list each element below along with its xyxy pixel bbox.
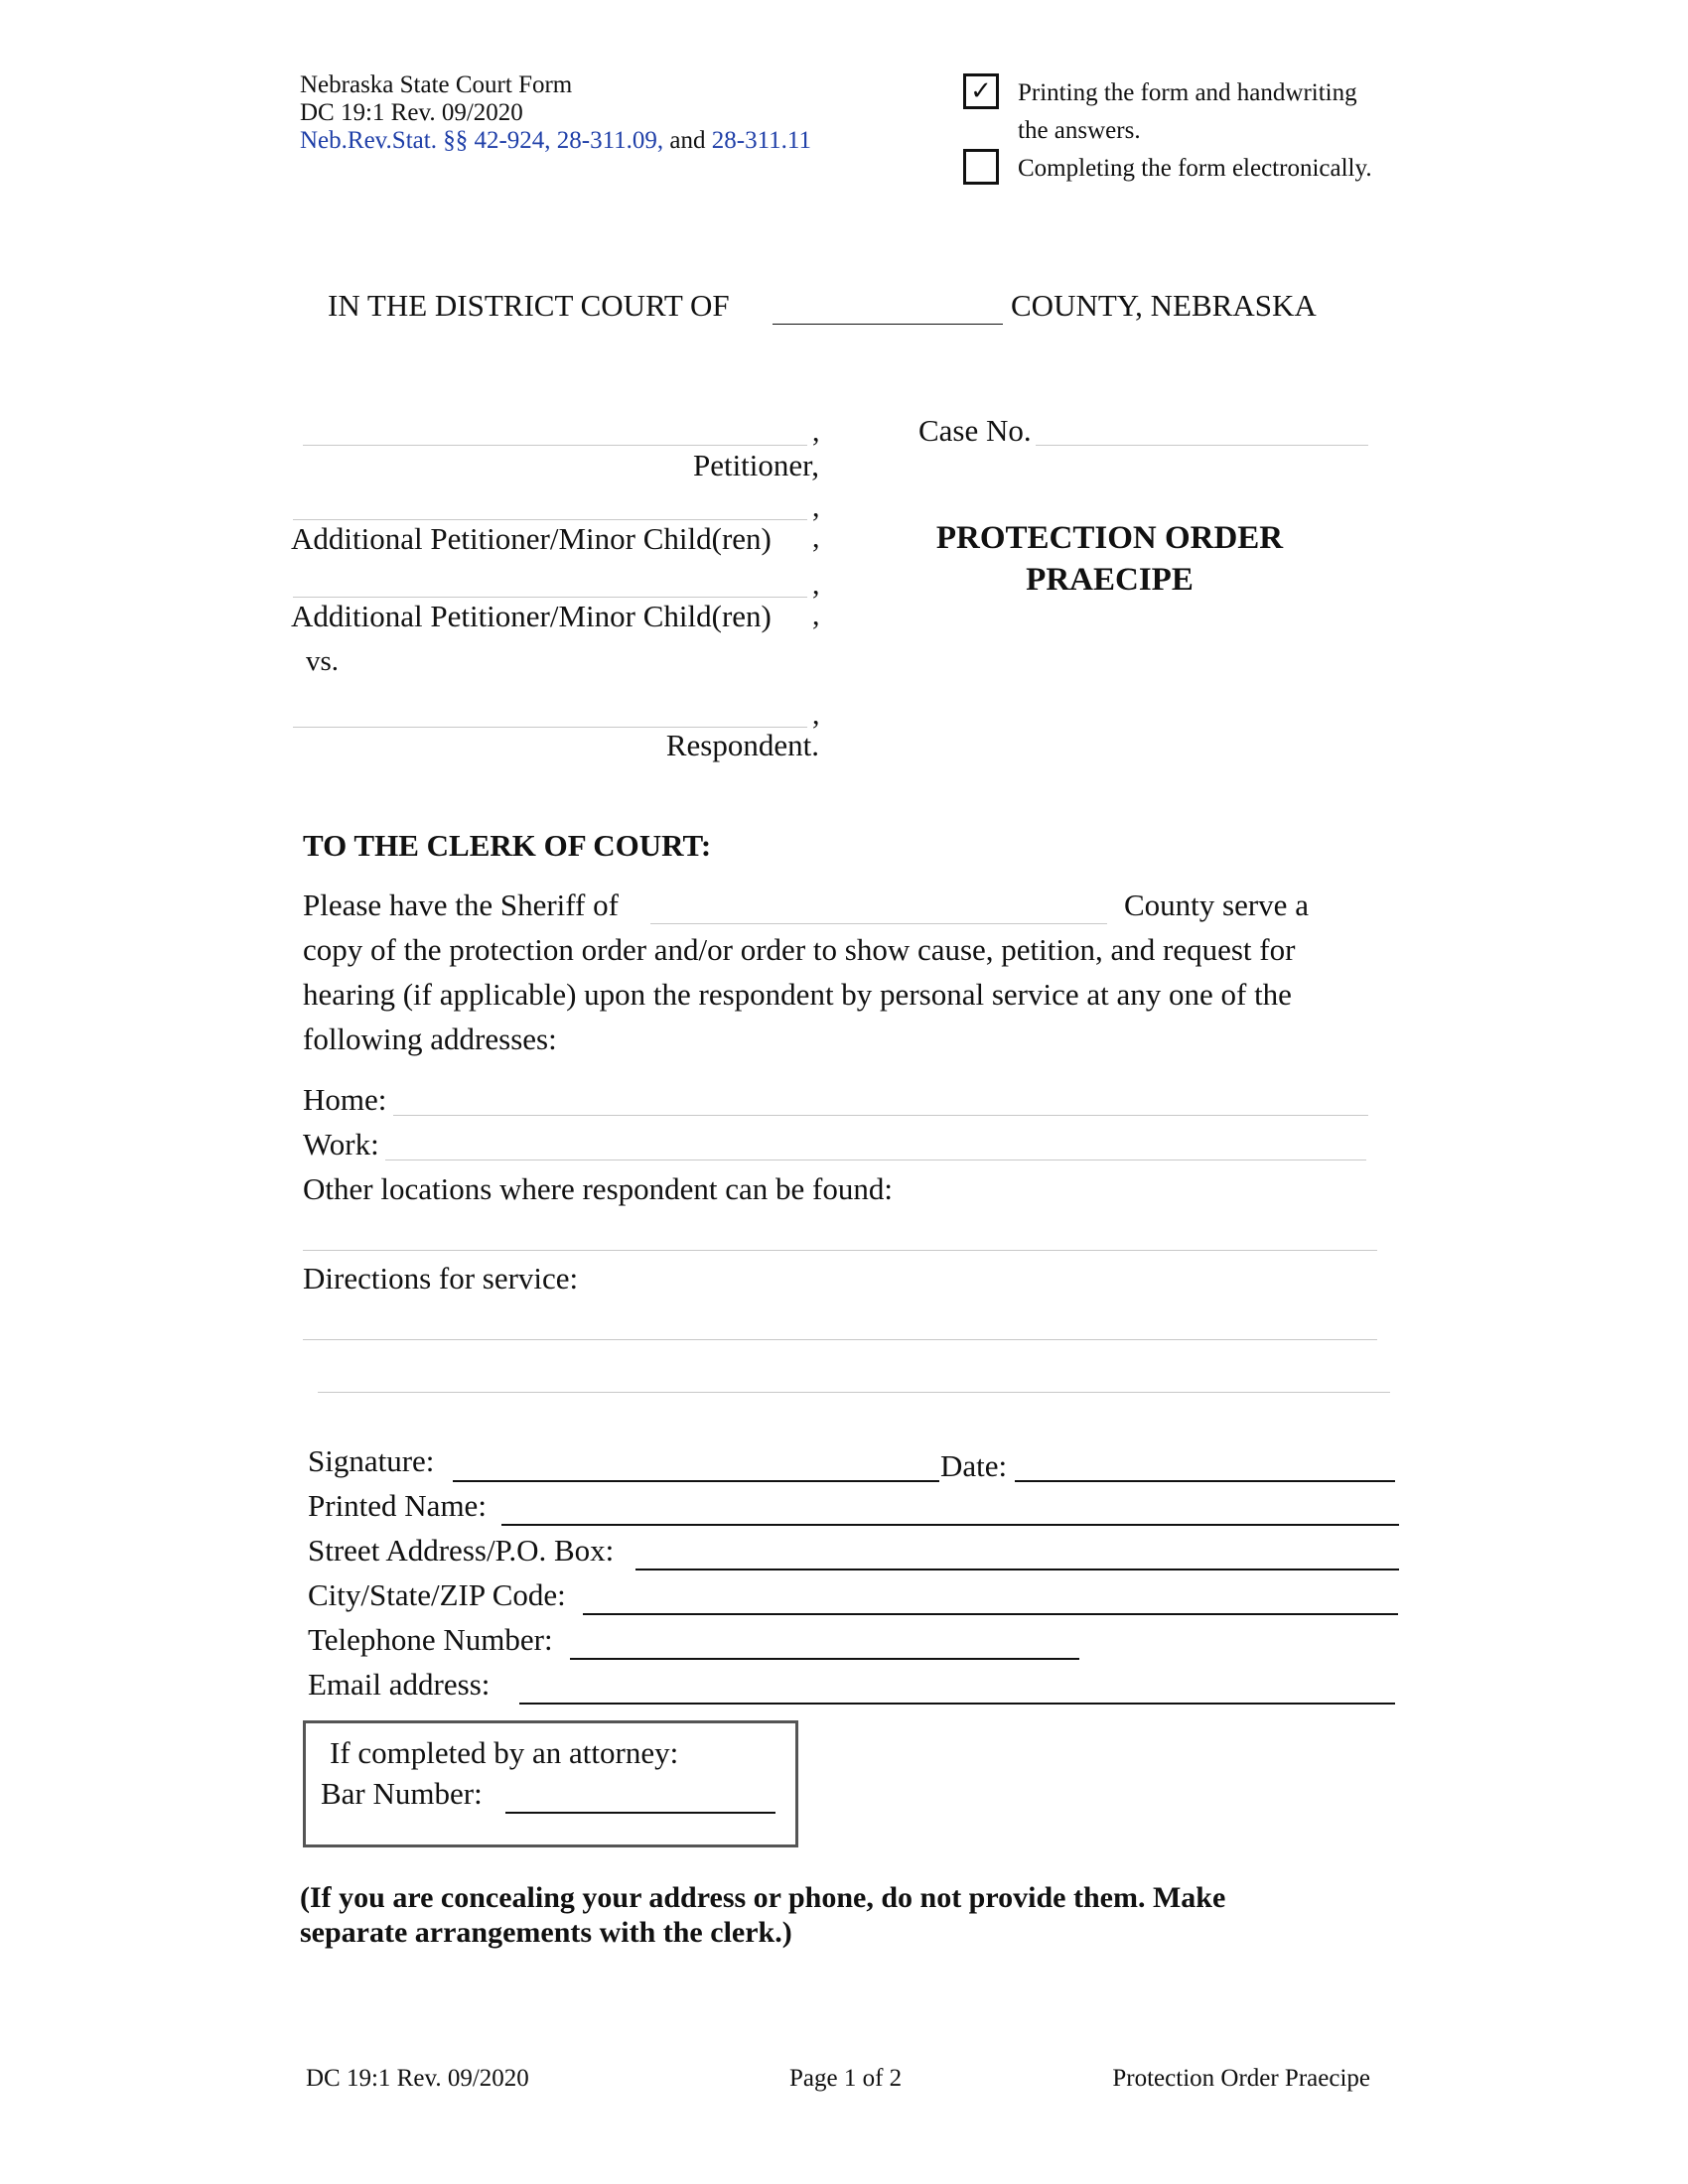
additional-petitioner-1-line[interactable] bbox=[293, 519, 807, 520]
signature-line[interactable] bbox=[453, 1480, 939, 1482]
additional-1-comma: , bbox=[812, 521, 820, 554]
case-number-line[interactable] bbox=[1036, 445, 1368, 446]
instruction-line-2: copy of the protection order and/or order to show cause, petition, and request for bbox=[303, 932, 1296, 967]
street-address-line[interactable] bbox=[635, 1569, 1399, 1570]
versus-label: vs. bbox=[306, 645, 340, 677]
work-label: Work: bbox=[303, 1127, 379, 1161]
additional-1-comma-top: , bbox=[812, 490, 820, 523]
bar-number-label: Bar Number: bbox=[321, 1776, 483, 1811]
checkbox-print-handwrite[interactable]: ✓ bbox=[963, 73, 999, 109]
bar-number-line[interactable] bbox=[505, 1812, 775, 1814]
other-locations-line[interactable] bbox=[303, 1250, 1377, 1251]
form-revision: DC 19:1 Rev. 09/2020 bbox=[300, 99, 523, 126]
additional-petitioner-2-label: Additional Petitioner/Minor Child(ren) bbox=[291, 599, 772, 633]
option-print-label-line2: the answers. bbox=[1018, 117, 1141, 144]
additional-petitioner-1-label: Additional Petitioner/Minor Child(ren) bbox=[291, 521, 772, 556]
date-label: Date: bbox=[940, 1448, 1008, 1483]
document-title-line2: PRAECIPE bbox=[1026, 562, 1194, 598]
sheriff-county-line[interactable] bbox=[650, 923, 1107, 924]
footer-form-title: Protection Order Praecipe bbox=[1112, 2065, 1370, 2092]
additional-2-comma-top: , bbox=[812, 568, 820, 601]
option-print-label-line1: Printing the form and handwriting bbox=[1018, 79, 1357, 106]
instruction-line-3: hearing (if applicable) upon the respondent by personal service at any one of the bbox=[303, 977, 1292, 1012]
court-prefix: IN THE DISTRICT COURT OF bbox=[328, 288, 730, 323]
city-state-zip-label: City/State/ZIP Code: bbox=[308, 1577, 566, 1612]
street-address-label: Street Address/P.O. Box: bbox=[308, 1533, 615, 1568]
home-address-line[interactable] bbox=[393, 1115, 1368, 1116]
email-label: Email address: bbox=[308, 1667, 491, 1702]
petitioner-name-line[interactable] bbox=[303, 445, 807, 446]
printed-name-label: Printed Name: bbox=[308, 1488, 487, 1523]
statute-link-last[interactable]: 28-311.11 bbox=[711, 127, 812, 154]
sheriff-suffix: County serve a bbox=[1124, 887, 1309, 922]
form-name: Nebraska State Court Form bbox=[300, 71, 573, 98]
directions-line-1[interactable] bbox=[303, 1339, 1377, 1340]
additional-2-comma: , bbox=[812, 599, 820, 631]
respondent-label: Respondent. bbox=[665, 728, 819, 762]
petitioner-label: Petitioner, bbox=[692, 448, 819, 482]
sheriff-prefix: Please have the Sheriff of bbox=[303, 887, 619, 922]
instruction-line-4: following addresses: bbox=[303, 1022, 557, 1056]
clerk-heading: TO THE CLERK OF COURT: bbox=[303, 828, 712, 863]
concealment-notice-line2: separate arrangements with the clerk.) bbox=[300, 1916, 792, 1949]
attorney-line1: If completed by an attorney: bbox=[330, 1735, 679, 1770]
checkbox-electronic[interactable] bbox=[963, 149, 999, 185]
signature-label: Signature: bbox=[308, 1443, 435, 1478]
telephone-label: Telephone Number: bbox=[308, 1622, 553, 1657]
statute-link[interactable]: Neb.Rev.Stat. §§ 42-924, 28-311.09, bbox=[300, 127, 664, 154]
footer-revision: DC 19:1 Rev. 09/2020 bbox=[306, 2065, 529, 2092]
court-suffix: COUNTY, NEBRASKA bbox=[1011, 288, 1317, 323]
telephone-line[interactable] bbox=[570, 1658, 1079, 1660]
footer-page-number: Page 1 of 2 bbox=[789, 2065, 903, 2092]
printed-name-line[interactable] bbox=[501, 1524, 1399, 1526]
document-title-line1: PROTECTION ORDER bbox=[935, 520, 1284, 556]
option-electronic-label: Completing the form electronically. bbox=[1018, 155, 1372, 182]
other-locations-label: Other locations where respondent can be found: bbox=[303, 1171, 893, 1206]
date-line[interactable] bbox=[1015, 1480, 1395, 1482]
petitioner-comma: , bbox=[812, 415, 820, 448]
email-line[interactable] bbox=[519, 1703, 1395, 1705]
case-number-label: Case No. bbox=[918, 413, 1032, 448]
statute-and: and bbox=[669, 127, 706, 154]
directions-line-2[interactable] bbox=[318, 1392, 1390, 1393]
directions-label: Directions for service: bbox=[303, 1261, 579, 1296]
respondent-comma: , bbox=[812, 698, 820, 731]
county-blank-line[interactable] bbox=[773, 324, 1003, 325]
city-state-zip-line[interactable] bbox=[583, 1613, 1398, 1615]
concealment-notice-line1: (If you are concealing your address or phone, do not provide them. Make bbox=[300, 1881, 1226, 1914]
statute-reference bbox=[300, 127, 811, 155]
additional-petitioner-2-line[interactable] bbox=[293, 597, 807, 598]
home-label: Home: bbox=[303, 1082, 387, 1117]
